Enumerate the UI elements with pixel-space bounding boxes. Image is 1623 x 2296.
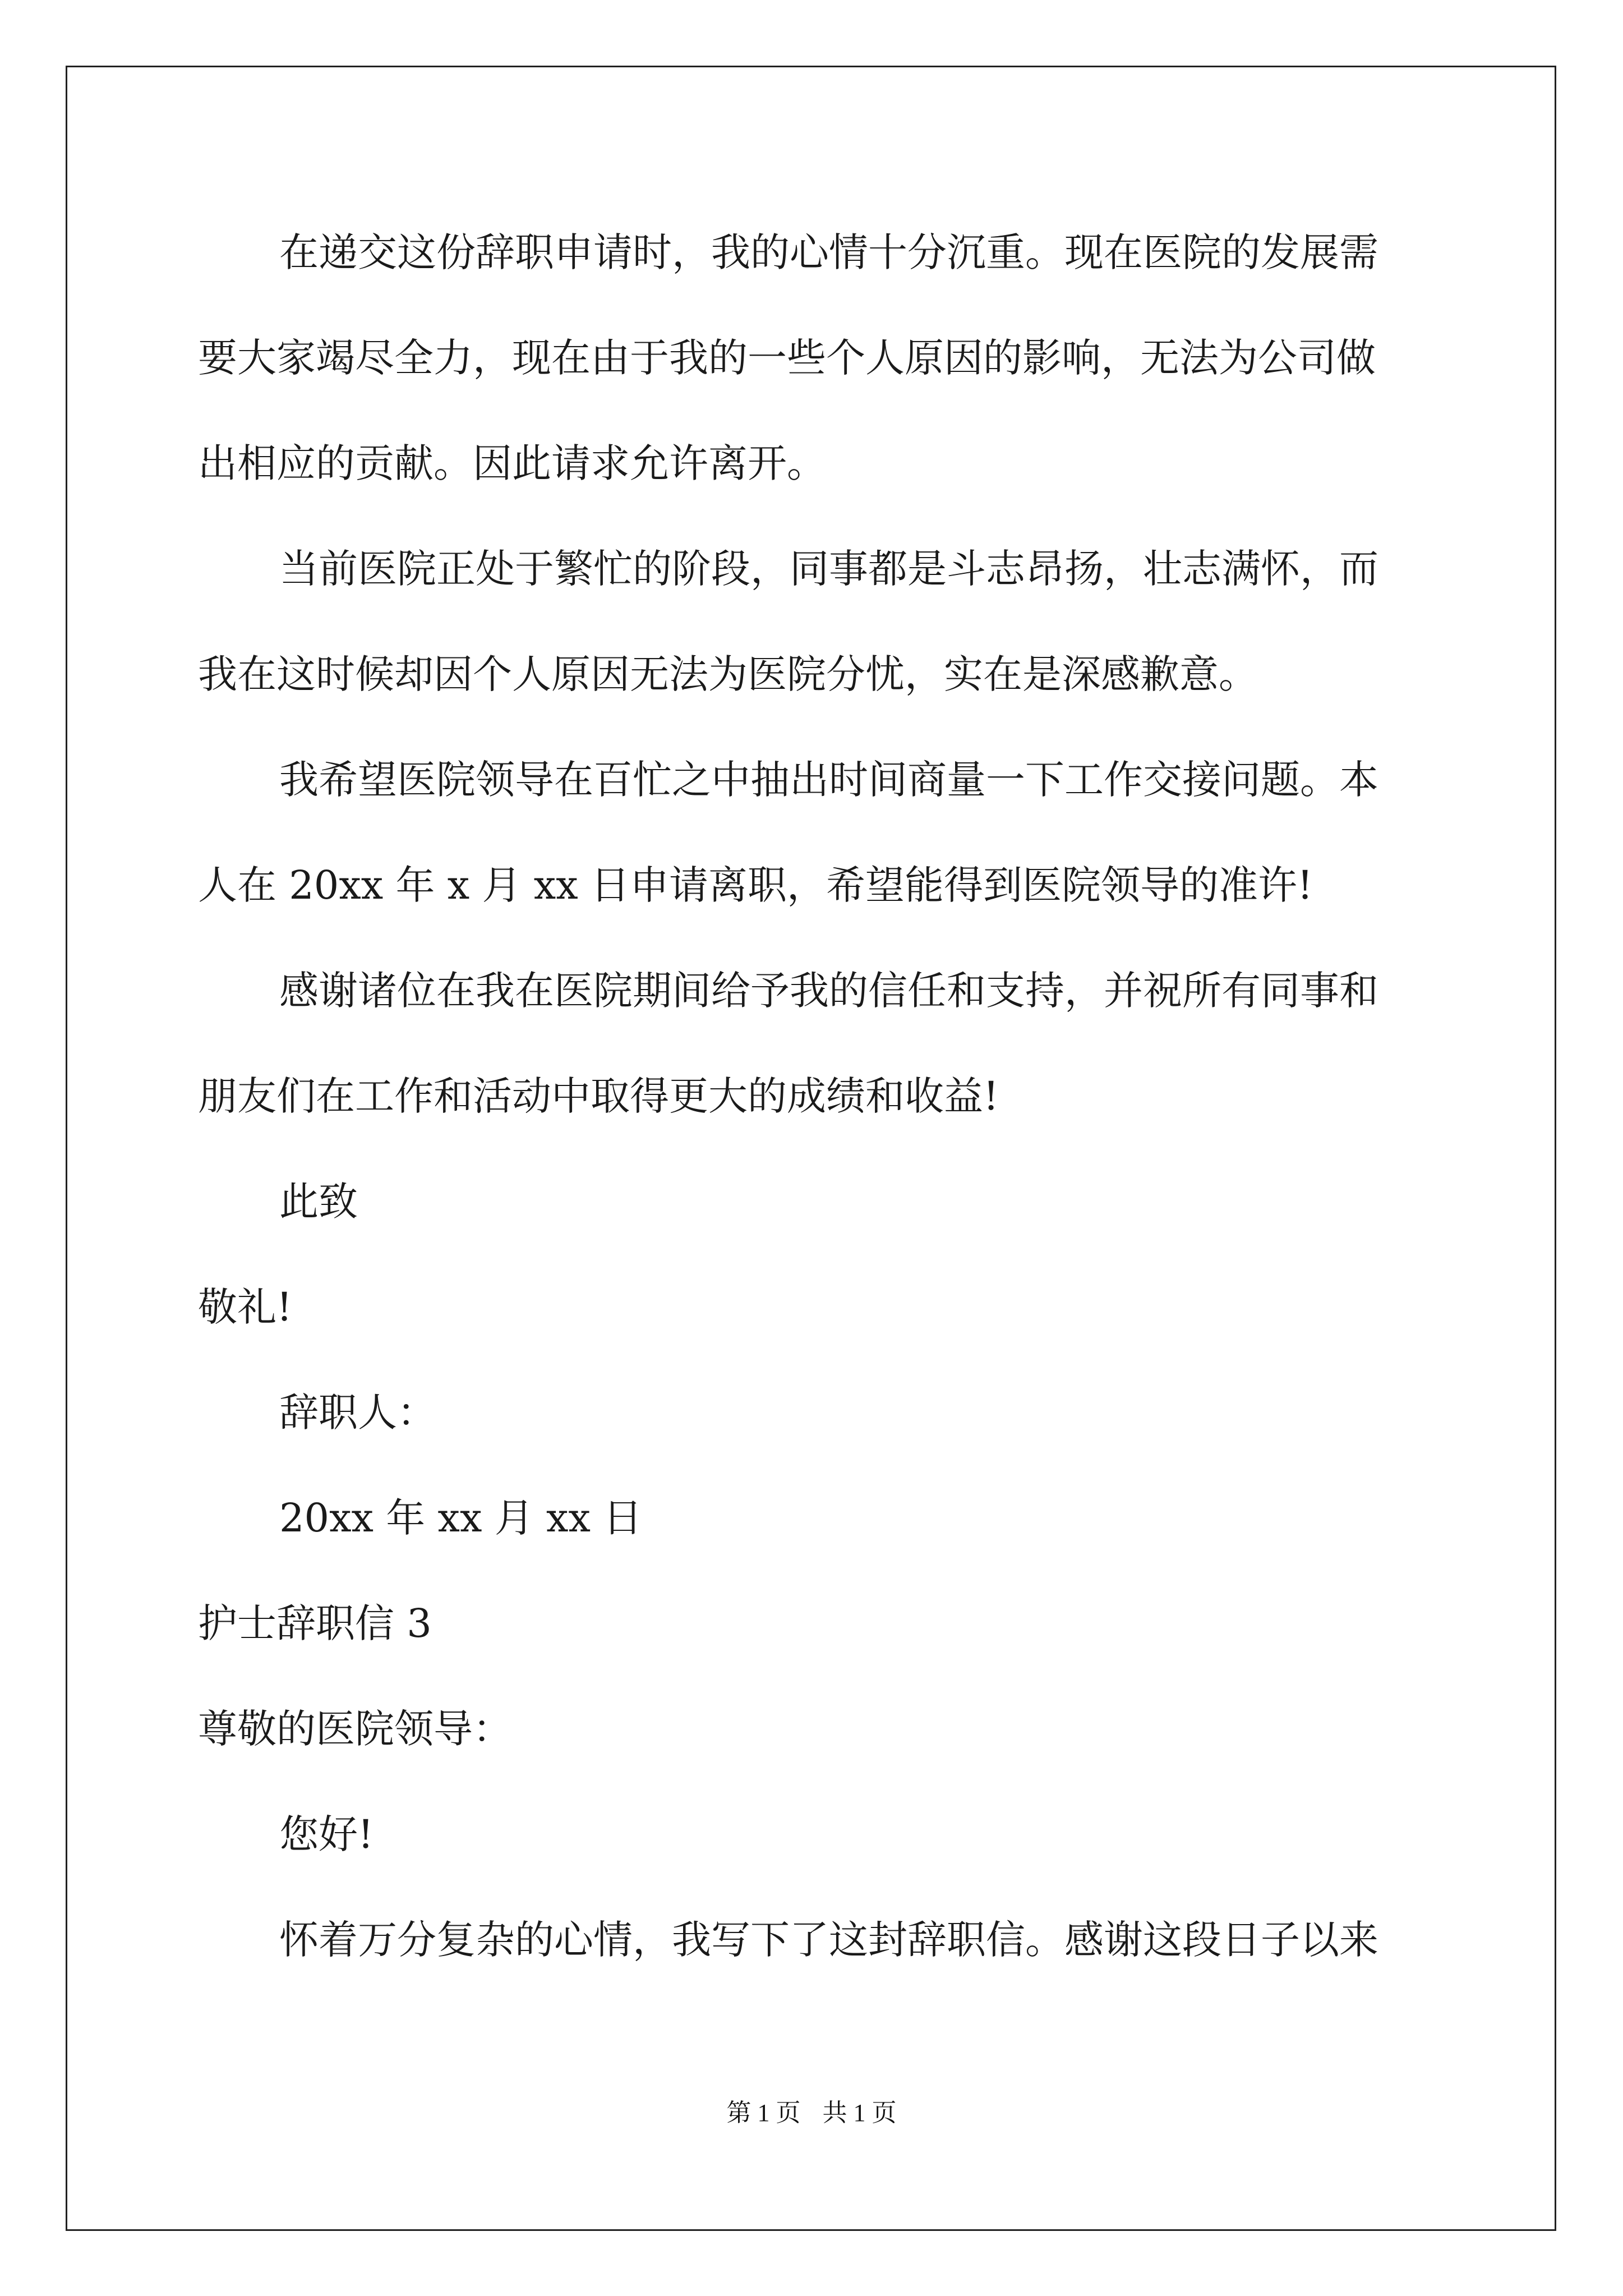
paragraph-line: 人在 20xx 年 x 月 xx 日申请离职，希望能得到医院领导的准许! — [198, 862, 1313, 908]
letter-addressee: 尊敬的医院领导： — [198, 1706, 512, 1752]
paragraph-line: 怀着万分复杂的心情，我写下了这封辞职信。感谢这段日子以来 — [279, 1917, 1378, 1963]
closing-greeting: 敬礼! — [198, 1284, 293, 1330]
date-line: 20xx 年 xx 月 xx 日 — [279, 1495, 643, 1541]
signature-label: 辞职人： — [279, 1389, 436, 1435]
page-total: 共 1 页 — [822, 2099, 897, 2127]
page-border — [66, 66, 1556, 2231]
closing-salutation: 此致 — [279, 1179, 358, 1225]
paragraph-line: 感谢诸位在我在医院期间给予我的信任和支持，并祝所有同事和 — [279, 968, 1378, 1014]
paragraph-line: 要大家竭尽全力，现在由于我的一些个人原因的影响，无法为公司做 — [198, 335, 1376, 381]
paragraph-line: 在递交这份辞职申请时，我的心情十分沉重。现在医院的发展需 — [279, 229, 1378, 275]
page-footer — [0, 2092, 1623, 2128]
paragraph-line: 出相应的贡献。因此请求允许离开。 — [198, 440, 826, 486]
greeting-line: 您好! — [279, 1811, 374, 1857]
paragraph-line: 朋友们在工作和活动中取得更大的成绩和收益! — [198, 1073, 999, 1119]
paragraph-line: 我希望医院领导在百忙之中抽出时间商量一下工作交接问题。本 — [279, 757, 1378, 803]
page-number: 第 1 页 — [726, 2099, 801, 2127]
paragraph-line: 当前医院正处于繁忙的阶段，同事都是斗志昂扬，壮志满怀，而 — [279, 546, 1378, 592]
paragraph-line: 我在这时候却因个人原因无法为医院分忧，实在是深感歉意。 — [198, 651, 1258, 697]
section-heading: 护士辞职信 3 — [198, 1600, 432, 1646]
